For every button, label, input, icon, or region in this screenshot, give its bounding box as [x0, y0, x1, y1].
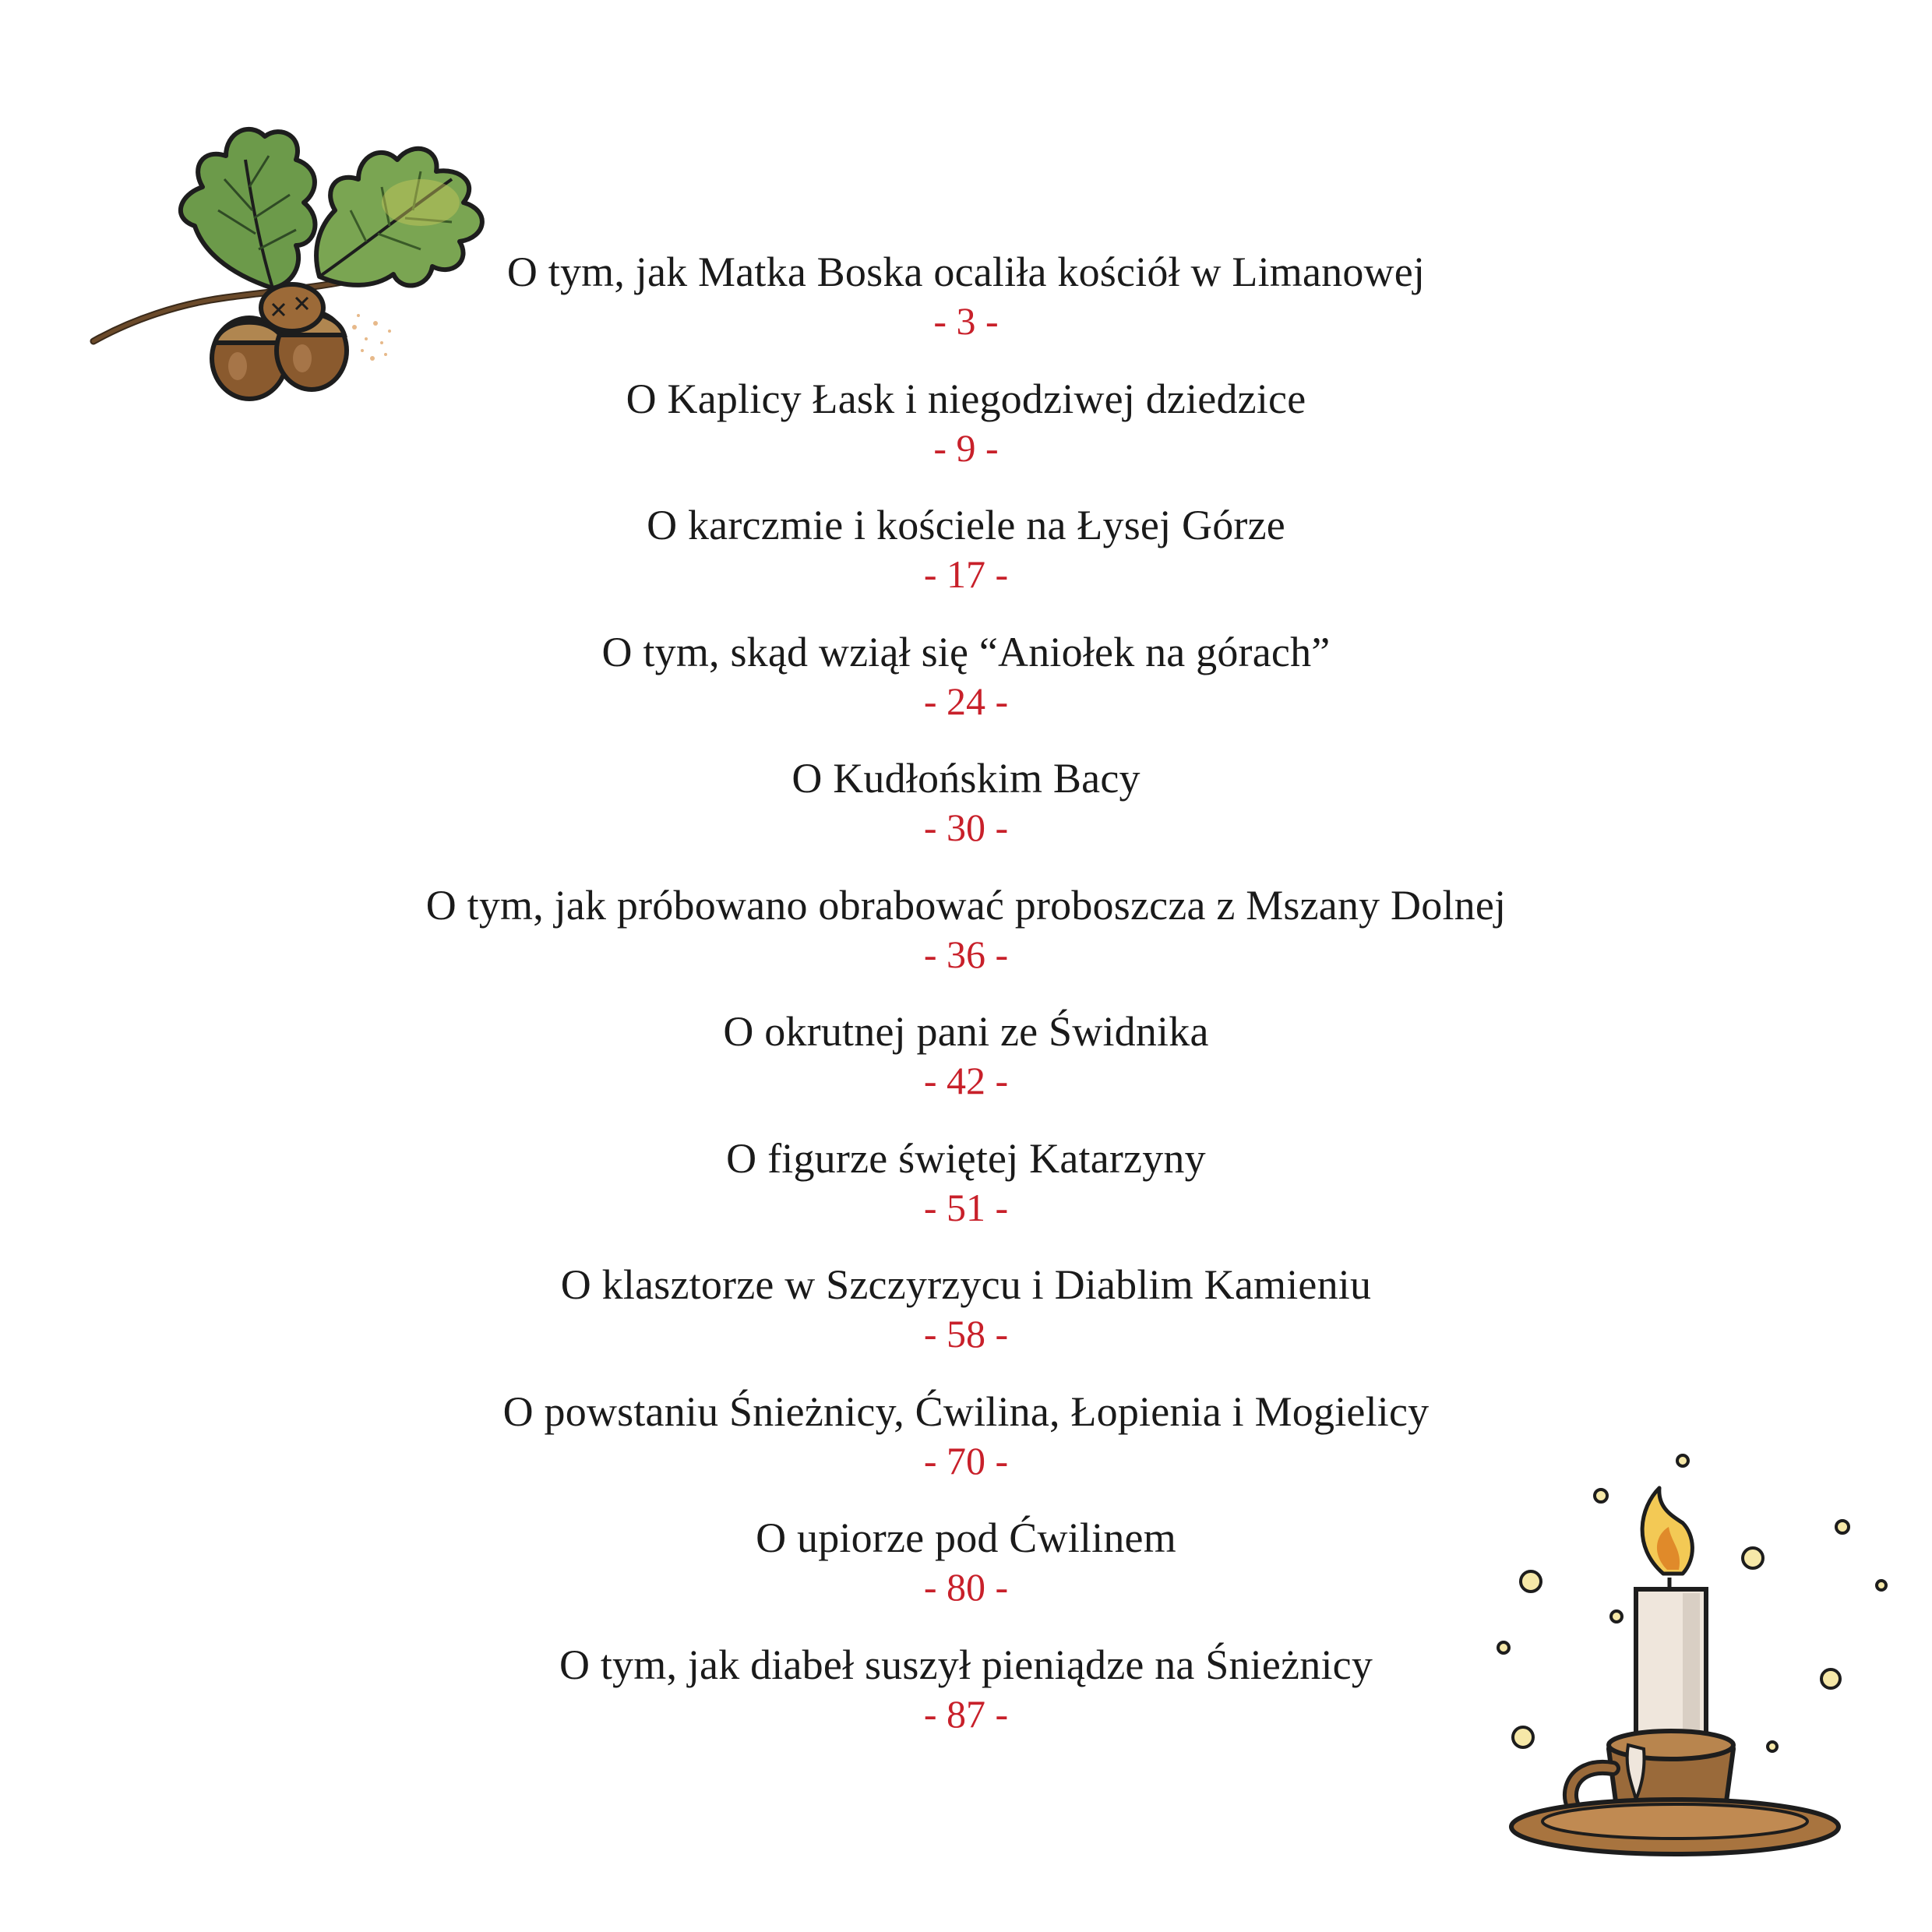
toc-entry-title: O tym, jak Matka Boska ocaliła kościół w Limanowej [506, 249, 1426, 295]
toc-entry-title: O Kudłońskim Bacy [791, 755, 1141, 802]
toc-entry-title: O Kaplicy Łask i niegodziwej dziedzice [626, 375, 1306, 422]
toc-entry-title: O tym, skąd wziął się “Aniołek na górach” [601, 629, 1331, 675]
toc-entry[interactable] [0, 1640, 1932, 1757]
toc-entry-page: - 51 - [923, 1186, 1009, 1229]
toc-entry[interactable] [0, 880, 1932, 997]
toc-entry-title: O upiorze pod Ćwilinem [756, 1514, 1176, 1561]
toc-entry-page: - 70 - [923, 1439, 1009, 1482]
toc-entry[interactable] [0, 1387, 1932, 1504]
toc-entry-page: - 58 - [923, 1312, 1009, 1356]
toc-entry[interactable] [0, 374, 1932, 491]
toc-entry-page: - 42 - [923, 1059, 1009, 1102]
toc-entry[interactable] [0, 1513, 1932, 1630]
toc-entry[interactable] [0, 247, 1932, 364]
toc-entry-title: O tym, jak próbowano obrabować proboszcza z Mszany Dolnej [425, 882, 1507, 929]
toc-entry-title: O okrutnej pani ze Świdnika [723, 1008, 1209, 1055]
toc-entry[interactable] [0, 1007, 1932, 1123]
toc-entry-page: - 36 - [923, 933, 1009, 976]
toc-entry[interactable] [0, 1133, 1932, 1250]
toc-entry-title: O klasztorze w Szczyrzycu i Diablim Kamieniu [560, 1261, 1372, 1308]
toc-entry-title: O karczmie i kościele na Łysej Górze [647, 502, 1285, 548]
toc-entry-page: - 9 - [933, 426, 999, 470]
toc-entry[interactable] [0, 627, 1932, 744]
toc-entry-page: - 87 - [923, 1692, 1009, 1736]
toc-entry[interactable] [0, 500, 1932, 617]
toc-entry-page: - 17 - [923, 552, 1009, 596]
toc-entry-title: O powstaniu Śnieżnicy, Ćwilina, Łopienia i Mogielicy [502, 1388, 1430, 1435]
toc-entry[interactable] [0, 753, 1932, 870]
toc-entry-page: - 80 - [923, 1565, 1009, 1609]
toc-entry[interactable] [0, 1260, 1932, 1377]
toc-entry-title: O tym, jak diabeł suszył pieniądze na Śnieżnicy [559, 1641, 1373, 1688]
toc-entry-page: - 30 - [923, 806, 1009, 849]
toc-entry-page: - 24 - [923, 679, 1009, 723]
toc-entry-title: O figurze świętej Katarzyny [726, 1135, 1206, 1182]
toc-entry-page: - 3 - [933, 299, 999, 343]
